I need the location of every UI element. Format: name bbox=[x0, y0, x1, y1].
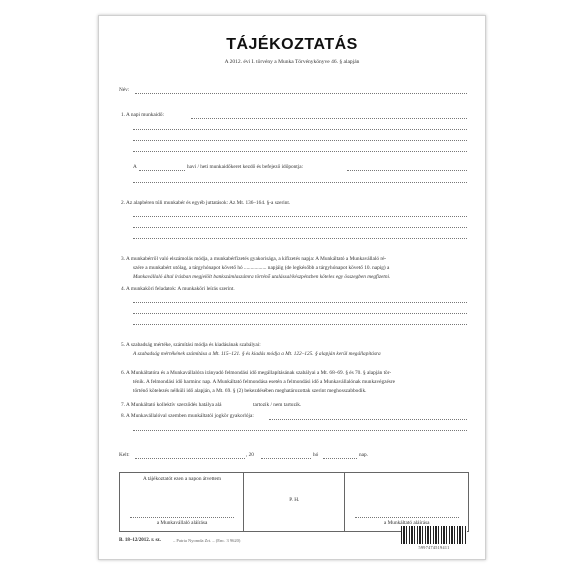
work-hours-line-4[interactable] bbox=[133, 151, 467, 152]
item5-line-2: A szabadság mértékének számítása a Mt. 115–121. § és kiadás módja a Mt. 122–125. § alapján kerül megállapításra bbox=[133, 351, 381, 357]
employer-signature-cell[interactable] bbox=[345, 473, 468, 531]
wages-line-3[interactable] bbox=[133, 238, 467, 239]
wages-line-2[interactable] bbox=[133, 227, 467, 228]
employee-signature-cell[interactable] bbox=[120, 473, 244, 531]
stamp-cell bbox=[244, 473, 344, 531]
shift-text: havi / heti munkaidőkeret kezdő és befejező időpontja: bbox=[187, 164, 304, 170]
duties-line-2[interactable] bbox=[133, 313, 467, 314]
receipt-note: A tájékoztatót ezen a napon átvettem bbox=[142, 476, 222, 482]
item3-line-1: 3. A munkabérről való elszámolás módja, a munkabérfizetés gyakorisága, a kifizetés napja: A Munkáltató a Munkavállaló ré- bbox=[121, 256, 387, 262]
year-label: , 20 bbox=[246, 452, 254, 458]
day-label: nap. bbox=[359, 452, 368, 458]
item7-options[interactable]: tartozik / nem tartozik. bbox=[253, 402, 302, 408]
item3-line-3: Munkavállaló által írásban megjelölt bankszámlaszámra történő utalással/készpénzben köteles egy összegben megfizetni. bbox=[133, 274, 391, 280]
employer-rights-line-2[interactable] bbox=[133, 430, 467, 431]
item1-label: 1. A napi munkaidő: bbox=[121, 112, 164, 118]
item2-label: 2. Az alapbéren túli munkabér és egyéb juttatások: Az Mt. 136–164. §-a szerint. bbox=[121, 200, 291, 206]
day-field[interactable] bbox=[323, 458, 357, 459]
work-hours-line-3[interactable] bbox=[133, 140, 467, 141]
name-label: Név: bbox=[119, 87, 130, 93]
item5-line-1: 5. A szabadság mértéke, számítási módja és kiadásának szabályai: bbox=[121, 342, 261, 348]
form-code: B. 18–12/2012. r. sz. bbox=[119, 538, 161, 543]
item4-label: 4. A munkaköri feladatok: A munkaköri leírás szerint. bbox=[121, 286, 235, 292]
shift-a-label: A bbox=[133, 164, 137, 170]
barcode-icon bbox=[401, 526, 467, 544]
barcode-number: 5997474519411 bbox=[418, 545, 450, 550]
duties-line-1[interactable] bbox=[133, 302, 467, 303]
item6-line-1: 6. A Munkáltatóra és a Munkavállalóra irányadó felmondási idő megállapításának szabályai a Mt. 68–69. § és 70. § alapján tör- bbox=[121, 370, 392, 376]
item8-label: 8. A Munkavállalóval szemben munkáltatói jogkör gyakorlója: bbox=[121, 413, 254, 419]
employer-rights-field[interactable] bbox=[269, 419, 467, 420]
item6-line-2: ténik. A felmondási idő harminc nap. A Munkáltató felmondása esetén a felmondási idő a Munkavállalónak munkavégzésre bbox=[133, 379, 395, 385]
form-subtitle: A 2012. évi I. törvény a Munka Törvénykönyve 46. § alapján bbox=[224, 59, 360, 65]
shift-period-field[interactable] bbox=[139, 170, 185, 171]
place-field[interactable] bbox=[135, 458, 245, 459]
form-title: TÁJÉKOZTATÁS bbox=[226, 36, 358, 53]
employer-signature-label: a Munkáltató aláírása bbox=[383, 520, 430, 526]
stamp-label: P. H. bbox=[289, 497, 300, 503]
shift-line-2[interactable] bbox=[133, 182, 467, 183]
shift-time-field[interactable] bbox=[347, 170, 467, 171]
employee-signature-line[interactable] bbox=[130, 517, 234, 518]
year-field[interactable] bbox=[261, 458, 311, 459]
work-hours-line-2[interactable] bbox=[133, 129, 467, 130]
employer-signature-line[interactable] bbox=[355, 517, 459, 518]
kelt-label: Kelt: bbox=[119, 452, 130, 458]
wages-line-1[interactable] bbox=[133, 216, 467, 217]
item7-label: 7. A Munkáltató kollektív szerződés hatálya alá bbox=[121, 402, 222, 408]
item3-line-2: szére a munkabért utólag, a tárgyhónapot követő hó ................. napjáig (de legkésőbb a tárgyhónapot követő 10. napig) a bbox=[133, 265, 390, 271]
work-hours-field[interactable] bbox=[191, 118, 467, 119]
employee-signature-label: a Munkavállaló aláírása bbox=[156, 520, 208, 526]
signature-table bbox=[119, 472, 469, 532]
month-label: hó bbox=[313, 452, 319, 458]
name-field[interactable] bbox=[135, 93, 467, 94]
item6-line-3: történő kötelezés nélküli idő alapján, a Mt. 69. § (2) bekezdésében meghatározottak szerint meghosszabbodik. bbox=[133, 388, 367, 394]
duties-line-3[interactable] bbox=[133, 324, 467, 325]
form-sheet bbox=[98, 15, 486, 560]
publisher-info: – Patria Nyomda Zrt. – (Enc. 3 9620) bbox=[173, 538, 241, 543]
